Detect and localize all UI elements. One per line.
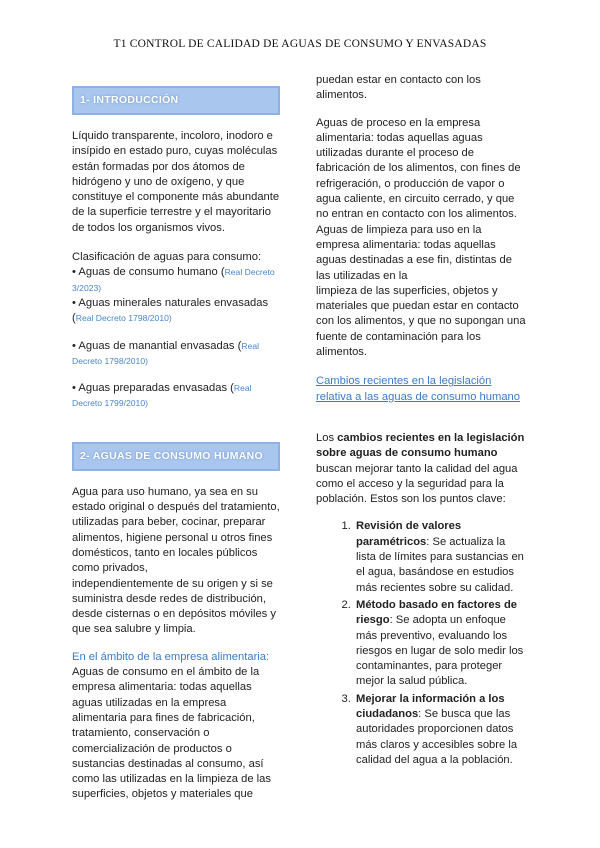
food-industry-subheading: En el ámbito de la empresa alimentaria: (72, 650, 270, 663)
human-water-paragraph: Agua para uso humano, ya sea en su estado original o después del tratamiento, utilizadas para beber, cocinar, preparar alimentos, higiene personal u otros fines domésticos, tanto en locales públicos como privados, (72, 485, 280, 575)
classification-item-text: • Aguas preparadas envasadas ( (72, 382, 234, 395)
intro-paragraph: Líquido transparente, incoloro, inodoro e insípido en estado puro, cuyas moléculas están formadas por dos átomos de hidrógeno y uno de oxígeno, y que constituye el componente más abundante de la superficie terrestre y el mayoritario de todos los organismos vivos. (72, 130, 280, 234)
legal-reference: Real Decreto 1798/2010) (75, 313, 172, 324)
key-point (354, 598, 528, 690)
key-point (354, 692, 528, 768)
food-industry-paragraph: Aguas de consumo en el ámbito de la empresa alimentaria: todas aquellas aguas utilizadas en la empresa alimentaria para fines de fabricación, tratamiento, conservación o comercialización de productos o sustancias destinadas al consumo, así como las utilizadas en la limpieza de las superficies, objetos y materiales que (72, 666, 271, 801)
classification-item (72, 381, 280, 412)
changes-intro-paragraph (316, 431, 528, 507)
section-heading-human-consumption: 2- AGUAS DE CONSUMO HUMANO (72, 442, 280, 471)
key-points-list (316, 519, 528, 768)
right-column (316, 73, 528, 770)
legislation-changes-link[interactable]: Cambios recientes en la legislación relativa a las aguas de consumo humano (316, 375, 520, 403)
left-column (72, 86, 280, 803)
cleaning-water-paragraph-2: limpieza de las superficies, objetos y materiales que puedan estar en contacto con los alimentos, y que no supongan una fuente de contaminación para los alimentos. (316, 284, 526, 359)
classification-item (72, 265, 280, 296)
key-point (354, 519, 528, 595)
legal-reference: Real Decreto 1799/2010) (72, 383, 252, 409)
process-water-paragraph: Aguas de proceso en la empresa alimentaria: todas aquellas aguas utilizadas durante el proceso de fabricación de los alimentos, con fines de refrigeración, o producción de vapor o agua caliente, en circuito cerrado, y que no entran en contacto con los alimentos. (316, 116, 521, 221)
changes-intro-post: buscan mejorar tanto la calidad del agua como el acceso y la seguridad para la población. Estos son los puntos clave: (316, 462, 518, 506)
human-water-paragraph-2: independientemente de su origen y si se suministra desde redes de distribución, desde cisternas o en depósitos móviles y que sea salubre y limpia. (72, 577, 276, 636)
key-point-title: Mejorar la información a los ciudadanos (356, 692, 505, 720)
key-point-text: : Se adopta un enfoque más preventivo, evaluando los riesgos en lugar de solo medir los contaminantes, para proteger mejor la salud pública. (356, 614, 524, 688)
changes-intro-bold: cambios recientes en la legislación sobre aguas de consumo humano (316, 431, 525, 460)
legal-reference: Real Decreto 1798/2010) (72, 340, 260, 366)
key-point-text: : Se busca que las autoridades proporcionen datos más claros y accesibles sobre la calidad del agua a la población. (356, 707, 518, 766)
classification-item-text: • Aguas minerales naturales envasadas ( (72, 296, 269, 325)
classification-item-text: • Aguas de manantial envasadas ( (72, 339, 242, 352)
classification-title: Clasificación de aguas para consumo: (72, 251, 262, 264)
classification-item (72, 296, 280, 327)
classification-item (72, 339, 280, 370)
legal-reference: Real Decreto 3/2023) (72, 267, 275, 293)
continuation-text: puedan estar en contacto con los alimentos. (316, 74, 481, 102)
page-title: T1 CONTROL DE CALIDAD DE AGUAS DE CONSUMO Y ENVASADAS (113, 38, 487, 50)
key-point-title: Método basado en factores de riesgo (356, 598, 518, 627)
classification-item-text: • Aguas de consumo humano ( (72, 266, 225, 279)
key-point-title: Revisión de valores paramétricos (356, 520, 462, 548)
section-heading-introduction: 1- INTRODUCCIÓN (72, 86, 280, 115)
key-point-text: : Se actualiza la lista de límites para sustancias en el agua, basándose en estudios más recientes sobre su calidad. (356, 535, 524, 594)
cleaning-water-paragraph: Aguas de limpieza para uso en la empresa alimentaria: todas aquellas aguas destinadas a ese fin, distintas de las utilizadas en la (316, 223, 512, 282)
changes-intro-pre: Los (316, 431, 338, 444)
